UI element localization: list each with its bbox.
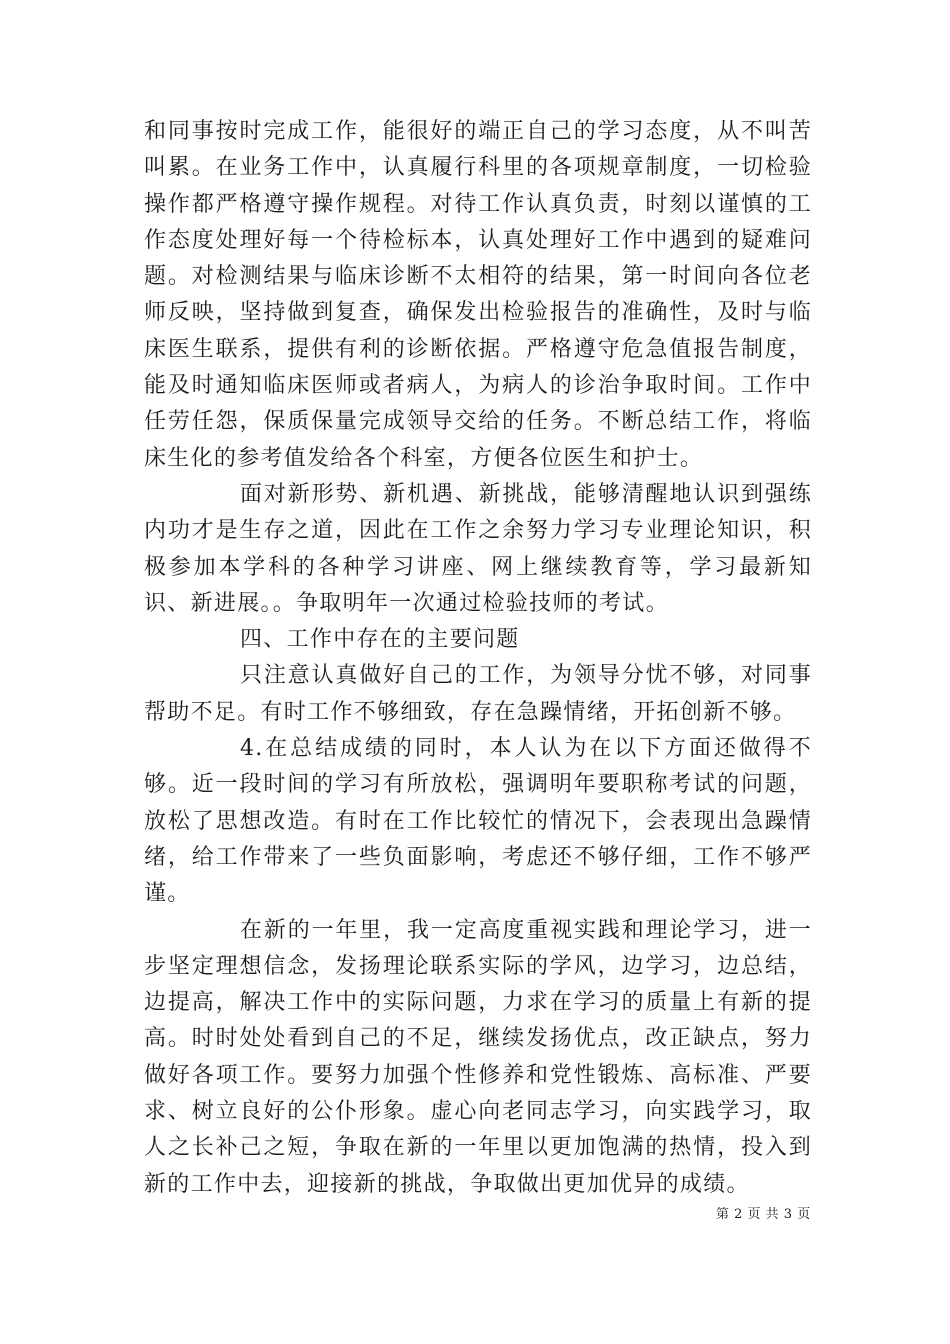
page-number: 第 2 页 共 3 页: [716, 1207, 811, 1222]
paragraph-new-year-plan: 在新的一年里，我一定高度重视实践和理论学习，进一步坚定理想信念，发扬理论联系实际的学风，边学习，边总结，边提高，解决工作中的实际问题，力求在学习的质量上有新的提高。时时处处看到自己的不足，继续发扬优点，改正缺点，努力做好各项工作。要努力加强个性修养和党性锻炼、高标准、严要求、树立良好的公仆形象。虚心向老同志学习，向实践学习，取人之长补己之短，争取在新的一年里以更加饱满的热情，投入到新的工作中去，迎接新的挑战，争取做出更加优异的成绩。: [144, 917, 812, 1197]
section-heading: 四、工作中存在的主要问题: [240, 627, 520, 653]
paragraph-continuation: 和同事按时完成工作，能很好的端正自己的学习态度，从不叫苦叫累。在业务工作中，认真履行科里的各项规章制度，一切检验操作都严格遵守操作规程。对待工作认真负责，时刻以谨慎的工作态度处理好每一个待检标本，认真处理好工作中遇到的疑难问题。对检测结果与临床诊断不太相符的结果，第一时间向各位老师反映，坚持做到复查，确保发出检验报告的准确性，及时与临床医生联系，提供有利的诊断依据。严格遵守危急值报告制度，能及时通知临床医师或者病人，为病人的诊治争取时间。工作中任劳任怨，保质保量完成领导交给的任务。不断总结工作，将临床生化的参考值发给各个科室，方便各位医生和护士。: [144, 119, 812, 471]
paragraph-shortcomings: 4.在总结成绩的同时，本人认为在以下方面还做得不够。近一段时间的学习有所放松，强调明年要职称考试的问题，放松了思想改造。有时在工作比较忙的情况下，会表现出急躁情绪，给工作带来了一些负面影响，考虑还不够仔细，工作不够严谨。: [144, 736, 812, 907]
body-text: [144, 114, 812, 1203]
paragraph-problems: 只注意认真做好自己的工作，为领导分忧不够，对同事帮助不足。有时工作不够细致，存在急躁情绪，开拓创新不够。: [144, 663, 812, 725]
paragraph-self-study: 面对新形势、新机遇、新挑战，能够清醒地认识到强练内功才是生存之道，因此在工作之余努力学习专业理论知识，积极参加本学科的各种学习讲座、网上继续教育等，学习最新知识、新进展。。争取明年一次通过检验技师的考试。: [144, 481, 812, 616]
